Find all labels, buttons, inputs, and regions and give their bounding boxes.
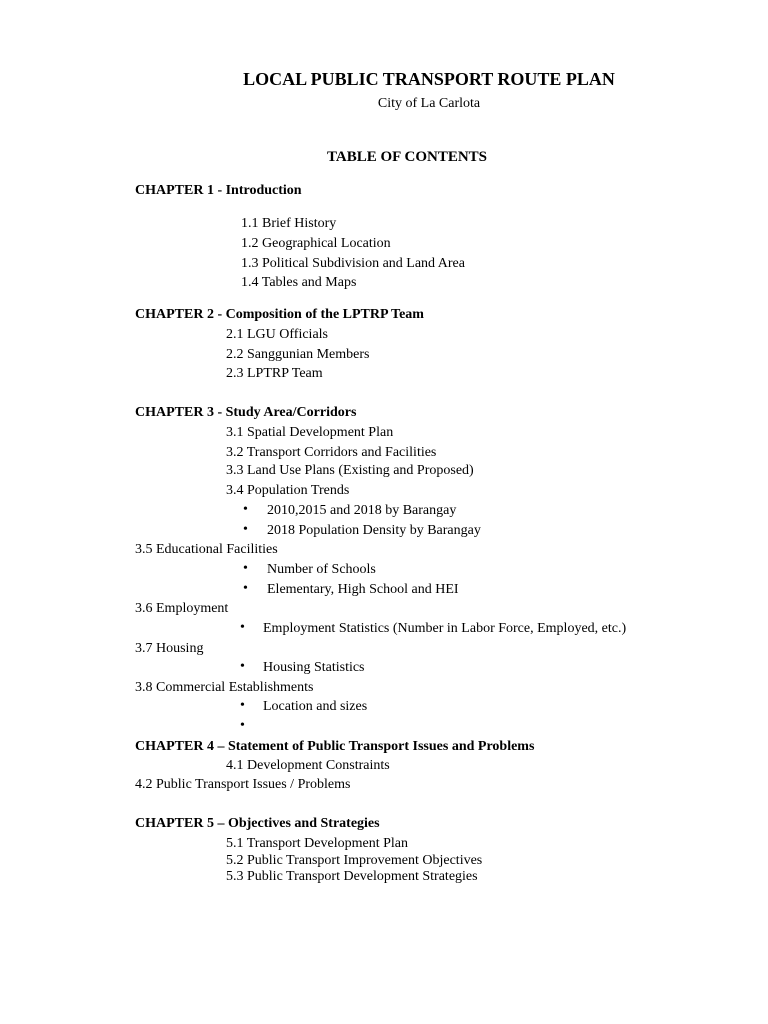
chapter-2-heading: CHAPTER 2 - Composition of the LPTRP Team [135,307,424,322]
chapter-4-heading: CHAPTER 4 – Statement of Public Transport Issues and Problems [135,739,535,754]
toc-item-1-4: 1.4 Tables and Maps [241,275,357,290]
toc-item-2-3: 2.3 LPTRP Team [226,366,323,381]
toc-subitem-education-1: Number of Schools [267,562,376,577]
toc-item-3-1: 3.1 Spatial Development Plan [226,425,394,440]
document-subtitle: City of La Carlota [377,96,481,111]
toc-item-3-7: 3.7 Housing [135,641,204,656]
toc-item-3-8: 3.8 Commercial Establishments [135,680,314,695]
toc-item-3-6: 3.6 Employment [135,601,229,616]
toc-item-1-2: 1.2 Geographical Location [241,236,391,251]
bullet-icon: • [243,502,248,517]
toc-subitem-housing-1: Housing Statistics [263,660,365,675]
toc-subitem-commercial-1: Location and sizes [263,699,368,714]
toc-heading: TABLE OF CONTENTS [326,149,488,165]
toc-subitem-education-2: Elementary, High School and HEI [267,582,459,597]
document-title: LOCAL PUBLIC TRANSPORT ROUTE PLAN [243,69,615,89]
toc-item-1-1: 1.1 Brief History [241,216,337,231]
toc-subitem-population-1: 2010,2015 and 2018 by Barangay [267,503,457,518]
chapter-3-heading: CHAPTER 3 - Study Area/Corridors [135,405,357,420]
toc-subitem-population-2: 2018 Population Density by Barangay [267,523,481,538]
bullet-icon: • [243,581,248,596]
bullet-icon: • [243,522,248,537]
toc-item-5-1: 5.1 Transport Development Plan [226,836,408,851]
bullet-icon: • [240,659,245,674]
toc-item-4-2: 4.2 Public Transport Issues / Problems [135,777,351,792]
toc-item-4-1: 4.1 Development Constraints [226,758,390,773]
bullet-icon: • [243,561,248,576]
toc-item-3-2: 3.2 Transport Corridors and Facilities [226,445,437,460]
toc-item-3-5: 3.5 Educational Facilities [135,542,278,557]
bullet-icon: • [240,620,245,635]
toc-item-5-3: 5.3 Public Transport Development Strategies [226,869,478,884]
toc-item-5-2: 5.2 Public Transport Improvement Objectives [226,853,483,868]
toc-item-3-4: 3.4 Population Trends [226,483,350,498]
toc-item-3-3: 3.3 Land Use Plans (Existing and Proposed) [226,463,474,478]
chapter-1-heading: CHAPTER 1 - Introduction [135,183,302,198]
toc-item-2-1: 2.1 LGU Officials [226,327,328,342]
toc-subitem-employment-1: Employment Statistics (Number in Labor Force, Employed, etc.) [263,621,627,636]
bullet-icon: • [240,698,245,713]
bullet-icon: • [240,718,245,733]
chapter-5-heading: CHAPTER 5 – Objectives and Strategies [135,816,380,831]
toc-item-2-2: 2.2 Sanggunian Members [226,347,370,362]
toc-item-1-3: 1.3 Political Subdivision and Land Area [241,256,465,271]
